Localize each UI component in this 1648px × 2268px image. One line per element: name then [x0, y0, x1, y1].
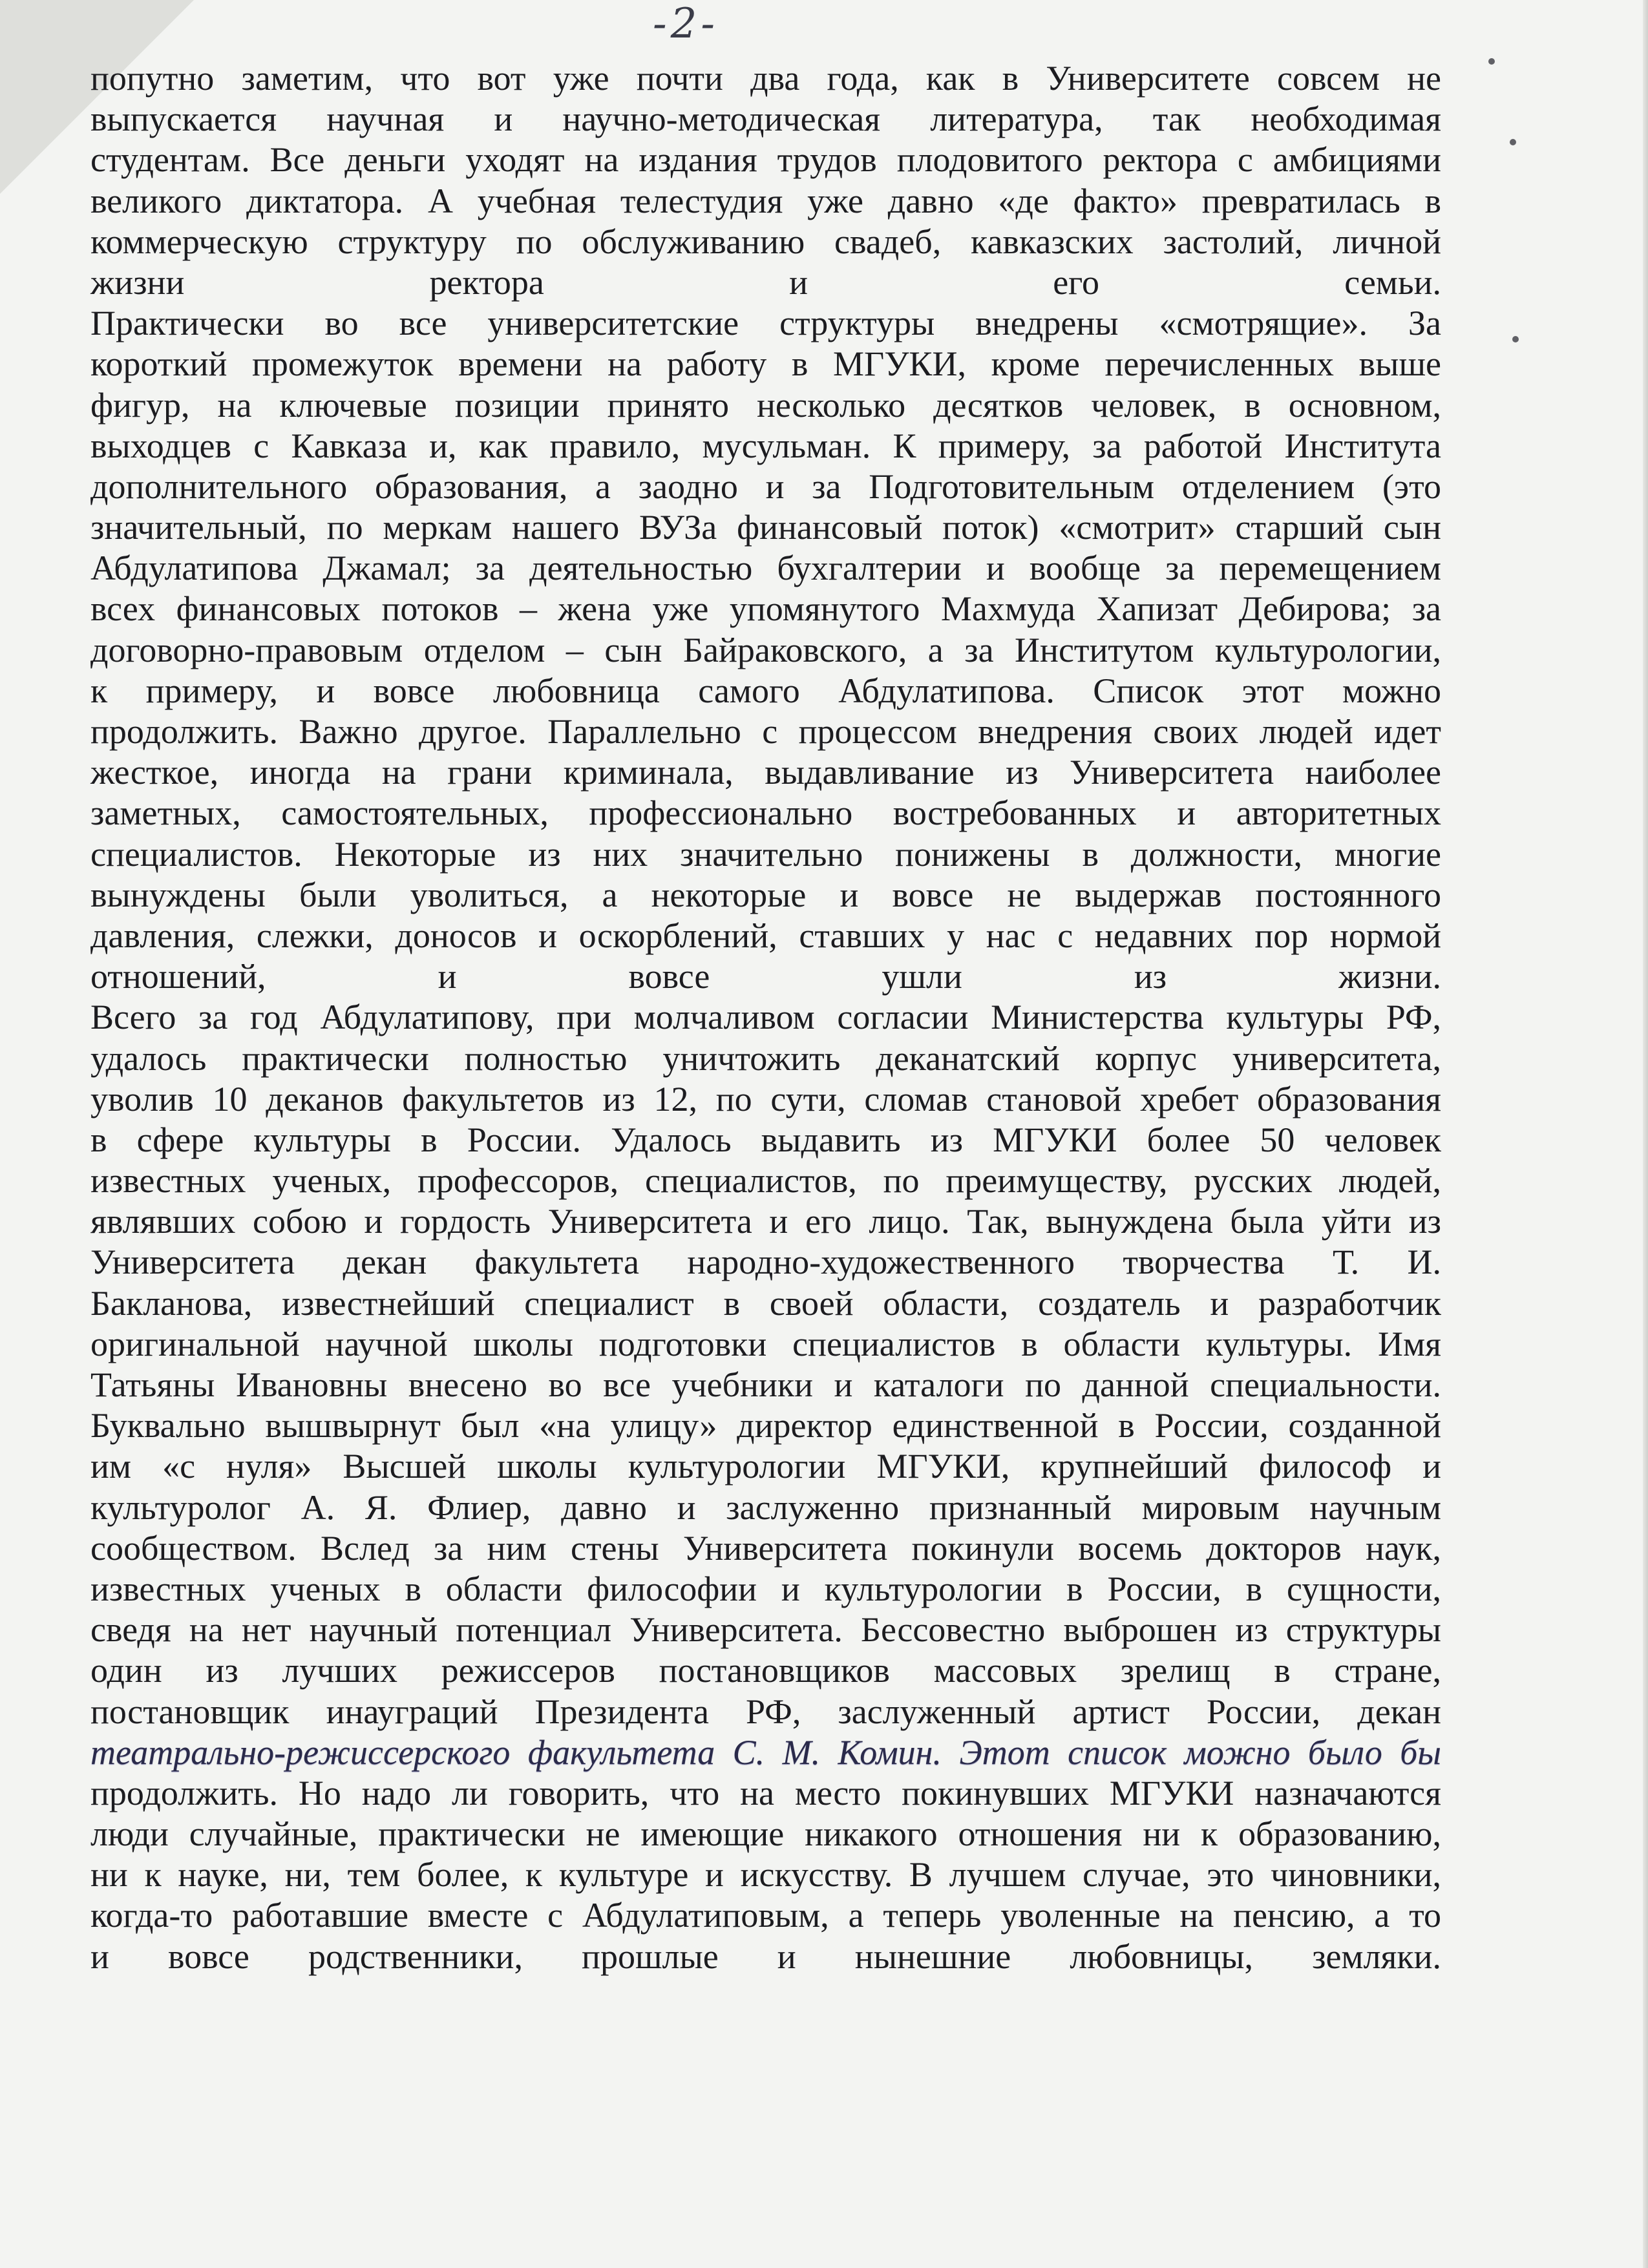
- text-line: жизни ректора и его семьи.: [90, 262, 1441, 302]
- text-line: короткий промежуток времени на работу в МГУКИ, кроме перечисленных выше: [90, 344, 1441, 384]
- text-line: постановщик инауграций Президента РФ, заслуженный артист России, декан: [90, 1692, 1441, 1731]
- binder-hole: [1512, 336, 1519, 342]
- text-line: вынуждены были уволиться, а некоторые и вовсе не выдержав постоянного: [90, 875, 1441, 914]
- text-line: удалось практически полностью уничтожить деканатский корпус университета,: [90, 1038, 1441, 1078]
- text-line: фигур, на ключевые позиции принято несколько десятков человек, в основном,: [90, 385, 1441, 425]
- text-line: великого диктатора. А учебная телестудия уже давно «де факто» превратилась в: [90, 181, 1441, 220]
- text-line: известных ученых в области философии и культурологии в России, в сущности,: [90, 1569, 1441, 1608]
- text-line: являвших собою и гордость Университета и его лицо. Так, вынуждена была уйти из: [90, 1202, 1441, 1241]
- text-line: сообществом. Вслед за ним стены Университета покинули восемь докторов наук,: [90, 1528, 1441, 1568]
- text-line: в сфере культуры в России. Удалось выдавить из МГУКИ более 50 человек: [90, 1120, 1441, 1159]
- text-line: Татьяны Ивановны внесено во все учебники и каталоги по данной специальности.: [90, 1365, 1441, 1404]
- text-line: один из лучших режиссеров постановщиков массовых зрелищ в стране,: [90, 1651, 1441, 1690]
- text-line: давления, слежки, доносов и оскорблений, ставших у нас с недавних пор нормой: [90, 916, 1441, 955]
- text-line: сведя на нет научный потенциал Университета. Бессовестно выброшен из структуры: [90, 1610, 1441, 1650]
- text-line: к примеру, и вовсе любовница самого Абдулатипова. Список этот можно: [90, 671, 1441, 710]
- text-line: студентам. Все деньги уходят на издания трудов плодовитого ректора с амбициями: [90, 140, 1441, 180]
- text-line: Абдулатипова Джамал; за деятельностью бухгалтерии и вообще за перемещением: [90, 549, 1441, 588]
- page-edge-shadow: [1643, 0, 1648, 2268]
- text-line: дополнительного образования, а заодно и за Подготовительным отделением (это: [90, 467, 1441, 506]
- text-line: жесткое, иногда на грани криминала, выдавливание из Университета наиболее: [90, 753, 1441, 792]
- text-line: всех финансовых потоков – жена уже упомянутого Махмуда Хапизат Дебирова; за: [90, 589, 1441, 629]
- text-line: театрально-режиссерского факультета С. М. Комин. Этот список можно было бы: [90, 1732, 1441, 1772]
- text-line: известных ученых, профессоров, специалистов, по преимуществу, русских людей,: [90, 1161, 1441, 1201]
- text-line: отношений, и вовсе ушли из жизни.: [90, 957, 1441, 996]
- text-line: люди случайные, практически не имеющие никакого отношения ни к образованию,: [90, 1814, 1441, 1854]
- text-line: коммерческую структуру по обслуживанию свадеб, кавказских застолий, личной: [90, 222, 1441, 261]
- binder-hole: [1510, 139, 1516, 145]
- text-line: оригинальной научной школы подготовки специалистов в области культуры. Имя: [90, 1324, 1441, 1363]
- text-line: культуролог А. Я. Флиер, давно и заслуженно признанный мировым научным: [90, 1487, 1441, 1527]
- text-line: ни к науке, ни, тем более, к культуре и искусству. В лучшем случае, это чиновники,: [90, 1855, 1441, 1895]
- text-line: значительный, по меркам нашего ВУЗа финансовый поток) «смотрит» старший сын: [90, 508, 1441, 547]
- text-line: продолжить. Но надо ли говорить, что на место покинувших МГУКИ назначаются: [90, 1773, 1441, 1812]
- text-line: попутно заметим, что вот уже почти два года, как в Университете совсем не: [90, 59, 1441, 98]
- text-line: Практически во все университетские структуры внедрены «смотрящие». За: [90, 304, 1441, 343]
- text-line: продолжить. Важно другое. Параллельно с процессом внедрения своих людей идет: [90, 712, 1441, 751]
- text-line: Всего за год Абдулатипову, при молчаливом согласии Министерства культуры РФ,: [90, 998, 1441, 1037]
- text-line: заметных, самостоятельных, профессионально востребованных и авторитетных: [90, 793, 1441, 833]
- text-line: Буквально вышвырнут был «на улицу» директор единственной в России, созданной: [90, 1406, 1441, 1445]
- text-line: выходцев с Кавказа и, как правило, мусульман. К примеру, за работой Института: [90, 426, 1441, 465]
- text-line: и вовсе родственники, прошлые и нынешние любовницы, земляки.: [90, 1937, 1441, 1976]
- document-body: [90, 58, 1441, 1977]
- text-line: специалистов. Некоторые из них значительно понижены в должности, многие: [90, 834, 1441, 874]
- binder-hole: [1488, 58, 1495, 65]
- text-line: выпускается научная и научно-методическая литература, так необходимая: [90, 100, 1441, 139]
- text-line: им «с нуля» Высшей школы культурологии МГУКИ, крупнейший философ и: [90, 1447, 1441, 1486]
- text-line: Бакланова, известнейший специалист в своей области, создатель и разработчик: [90, 1283, 1441, 1323]
- page-number: -2-: [653, 0, 719, 48]
- text-line: Университета декан факультета народно-художественного творчества Т. И.: [90, 1243, 1441, 1282]
- text-line: уволив 10 деканов факультетов из 12, по сути, сломав становой хребет образования: [90, 1079, 1441, 1118]
- text-line: договорно-правовым отделом – сын Байраковского, а за Институтом культурологии,: [90, 630, 1441, 669]
- text-line: когда-то работавшие вместе с Абдулатиповым, а теперь уволенные на пенсию, а то: [90, 1896, 1441, 1935]
